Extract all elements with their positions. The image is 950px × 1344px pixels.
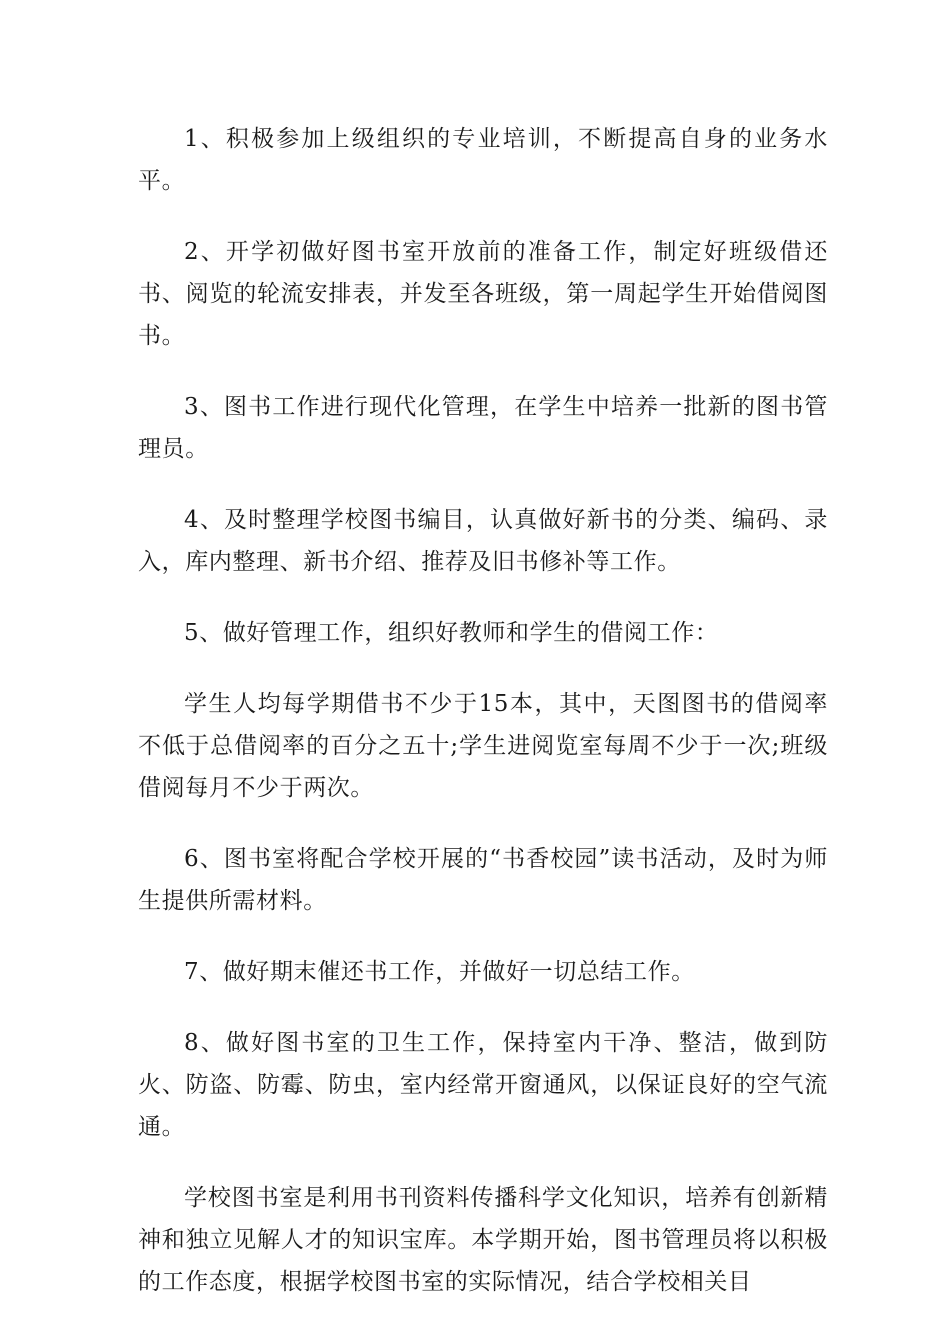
paragraph-item-4: 4、及时整理学校图书编目，认真做好新书的分类、编码、录入，库内整理、新书介绍、推荐及旧书修补等工作。 xyxy=(138,507,828,575)
paragraph-item-5: 5、做好管理工作，组织好教师和学生的借阅工作： xyxy=(184,620,719,646)
paragraph-item-1: 1、积极参加上级组织的专业培训，不断提高自身的业务水平。 xyxy=(138,126,828,194)
paragraph-borrowing-quota: 学生人均每学期借书不少于15本，其中，天图图书的借阅率不低于总借阅率的百分之五十;学生进阅览室每周不少于一次;班级借阅每月不少于两次。 xyxy=(138,691,828,801)
paragraph-item-8: 8、做好图书室的卫生工作，保持室内干净、整洁，做到防火、防盗、防霉、防虫，室内经常开窗通风，以保证良好的空气流通。 xyxy=(138,1030,828,1140)
paragraph-item-6: 6、图书室将配合学校开展的“书香校园”读书活动，及时为师生提供所需材料。 xyxy=(138,846,828,914)
paragraph-item-2: 2、开学初做好图书室开放前的准备工作，制定好班级借还书、阅览的轮流安排表，并发至各班级，第一周起学生开始借阅图书。 xyxy=(138,239,828,349)
paragraph-item-3: 3、图书工作进行现代化管理，在学生中培养一批新的图书管理员。 xyxy=(138,394,828,462)
document-page xyxy=(138,118,828,1303)
paragraph-item-7: 7、做好期末催还书工作，并做好一切总结工作。 xyxy=(184,959,695,985)
paragraph-library-summary: 学校图书室是利用书刊资料传播科学文化知识，培养有创新精神和独立见解人才的知识宝库。本学期开始，图书管理员将以积极的工作态度，根据学校图书室的实际情况，结合学校相关目 xyxy=(138,1185,828,1295)
